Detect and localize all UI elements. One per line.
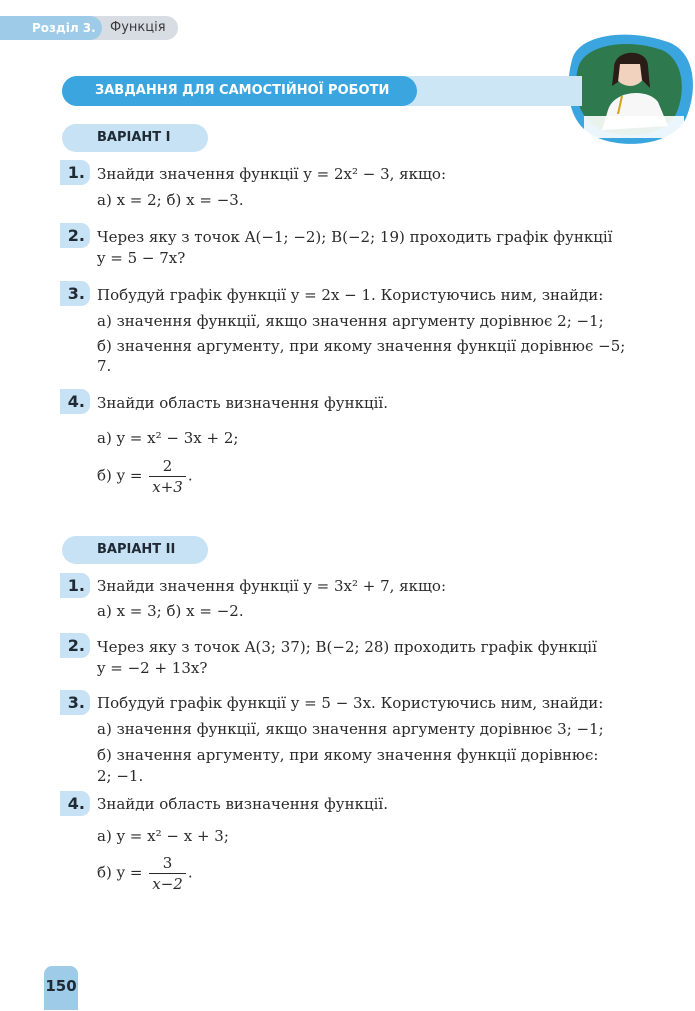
task-number: 3. [60, 690, 90, 715]
task-text: Через яку з точок A(−1; −2); B(−2; 19) проходить графік функції [97, 228, 613, 246]
fraction-suffix: . [187, 863, 193, 882]
task-text: Через яку з точок A(3; 37); B(−2; 28) проходить графік функції [97, 638, 597, 656]
topic-label: Функція [110, 20, 166, 35]
task-text: а) x = 2; б) x = −3. [97, 191, 244, 209]
fraction-numerator: 2 [162, 457, 173, 475]
task-text: а) значення функції, якщо значення аргументу дорівнює 3; −1; [97, 720, 604, 738]
fraction-denominator: x+3 [149, 476, 186, 497]
page-number: 150 [44, 966, 78, 1010]
task-number: 2. [60, 223, 90, 248]
task-number: 4. [60, 389, 90, 414]
task-number: 2. [60, 633, 90, 658]
task-text: б) значення аргументу, при якому значення функції дорівнює −5; [97, 337, 626, 355]
fraction-prefix: б) y = [97, 863, 143, 882]
breadcrumb [0, 16, 178, 40]
task-text: Знайди значення функції y = 3x² + 7, якщо: [97, 577, 447, 595]
task-text: Знайди область визначення функції. [97, 394, 388, 412]
task-text: 2; −1. [97, 767, 144, 785]
task-text: Знайди значення функції y = 2x² − 3, якщо: [97, 165, 447, 183]
section-label: Розділ 3. [0, 16, 102, 40]
task-text: Побудуй графік функції y = 5 − 3x. Користуючись ним, знайди: [97, 694, 604, 712]
task-text: а) значення функції, якщо значення аргументу дорівнює 2; −1; [97, 312, 604, 330]
variant-2-heading: ВАРІАНТ ІІ [62, 536, 208, 564]
task-text: б) значення аргументу, при якому значення функції дорівнює: [97, 746, 599, 764]
task-number: 1. [60, 573, 90, 598]
task-text: а) y = x² − x + 3; [97, 827, 229, 845]
variant-1-heading: ВАРІАНТ І [62, 124, 208, 152]
task-number: 4. [60, 791, 90, 816]
fraction-numerator: 3 [162, 854, 173, 872]
task-number: 3. [60, 281, 90, 306]
task-text: Побудуй графік функції y = 2x − 1. Користуючись ним, знайди: [97, 286, 604, 304]
fraction-denominator: x−2 [149, 873, 186, 894]
fraction-expression [97, 456, 193, 497]
fraction [149, 853, 186, 894]
task-text: y = 5 − 7x? [97, 249, 186, 267]
task-text: 7. [97, 357, 112, 375]
fraction-prefix: б) y = [97, 466, 143, 485]
task-text: y = −2 + 13x? [97, 659, 208, 677]
fraction-expression [97, 853, 193, 894]
task-text: Знайди область визначення функції. [97, 795, 388, 813]
task-number: 1. [60, 160, 90, 185]
fraction [149, 456, 186, 497]
fraction-suffix: . [187, 466, 193, 485]
task-text: а) x = 3; б) x = −2. [97, 602, 244, 620]
page-title: ЗАВДАННЯ ДЛЯ САМОСТІЙНОЇ РОБОТИ [62, 76, 417, 106]
task-text: а) y = x² − 3x + 2; [97, 429, 239, 447]
